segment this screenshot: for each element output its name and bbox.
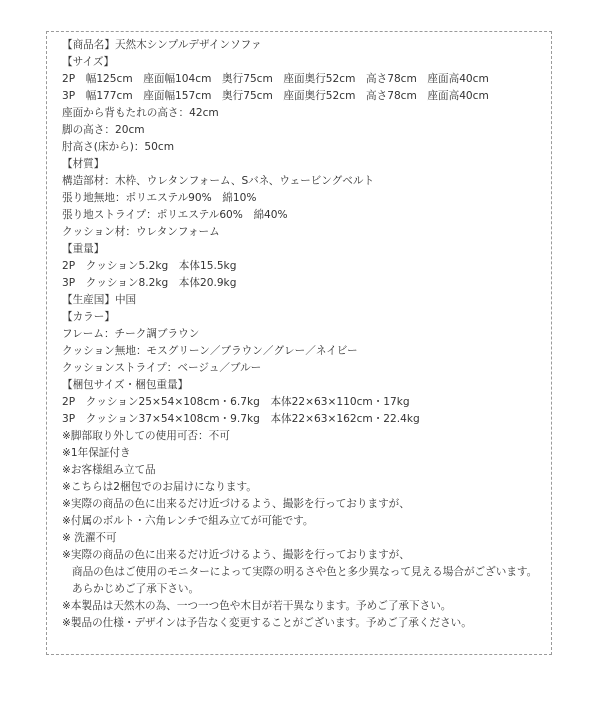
spec-note-monitor: 商品の色はご使用のモニターによって実際の明るさや色と多少異なって見える場合がございます。 <box>72 566 538 578</box>
spec-line-cushion-material: クッション材：ウレタンフォーム <box>62 226 220 238</box>
spec-note-color-photo-1: ※実際の商品の色に出来るだけ近づけるよう、撮影を行っておりますが、 <box>62 498 410 510</box>
spec-line-size-2p: 2P 幅125cm 座面幅104cm 奥行75cm 座面奥行52cm 高さ78cm 座面高40cm <box>62 73 489 85</box>
spec-line-frame-color: フレーム：チーク調ブラウン <box>62 328 200 340</box>
spec-note-assembly: ※お客様組み立て品 <box>62 464 156 476</box>
product-spec-list <box>62 37 582 632</box>
spec-line-package-2p: 2P クッション25×54×108cm・6.7kg 本体22×63×110cm・17kg <box>62 396 410 408</box>
spec-line-package-3p: 3P クッション37×54×108cm・9.7kg 本体22×63×162cm・22.4kg <box>62 413 420 425</box>
spec-note-spec-change: ※製品の仕様・デザインは予告なく変更することがございます。予めご了承ください。 <box>62 617 472 629</box>
spec-note-color-photo-2: ※実際の商品の色に出来るだけ近づけるよう、撮影を行っておりますが、 <box>62 549 410 561</box>
spec-line-leg-height: 脚の高さ：20cm <box>62 124 145 136</box>
spec-line-back-height: 座面から背もたれの高さ：42cm <box>62 107 219 119</box>
spec-note-acknowledge: あらかじめご了承下さい。 <box>72 583 200 595</box>
spec-line-fabric-plain: 張り地無地：ポリエステル90% 綿10% <box>62 192 257 204</box>
spec-line-weight-3p: 3P クッション8.2kg 本体20.9kg <box>62 277 237 289</box>
spec-note-natural-wood: ※本製品は天然木の為、一つ一つ色や木目が若干異なります。予めご了承下さい。 <box>62 600 452 612</box>
spec-heading-size: 【サイズ】 <box>62 56 115 68</box>
spec-line-origin: 【生産国】中国 <box>62 294 137 306</box>
spec-heading-material: 【材質】 <box>62 158 105 170</box>
spec-note-no-wash: ※ 洗濯不可 <box>62 532 117 544</box>
spec-heading-color: 【カラー】 <box>62 311 115 323</box>
spec-line-product-name: 【商品名】天然木シンプルデザインソファ <box>62 39 262 51</box>
spec-note-warranty: ※1年保証付き <box>62 447 131 459</box>
spec-line-cushion-plain-color: クッション無地：モスグリーン／ブラウン／グレー／ネイビー <box>62 345 358 357</box>
spec-line-size-3p: 3P 幅177cm 座面幅157cm 奥行75cm 座面奥行52cm 高さ78cm 座面高40cm <box>62 90 489 102</box>
spec-line-arm-height: 肘高さ(床から)：50cm <box>62 141 175 153</box>
spec-note-two-packages: ※こちらは2梱包でのお届けになります。 <box>62 481 257 493</box>
spec-note-legs: ※脚部取り外しての使用可否：不可 <box>62 430 230 442</box>
spec-heading-weight: 【重量】 <box>62 243 105 255</box>
spec-line-structure: 構造部材：木枠、ウレタンフォーム、Sバネ、ウェービングベルト <box>62 175 375 187</box>
spec-line-cushion-stripe-color: クッションストライプ：ベージュ／ブルー <box>62 362 262 374</box>
spec-line-weight-2p: 2P クッション5.2kg 本体15.5kg <box>62 260 237 272</box>
spec-note-tools: ※付属のボルト・六角レンチで組み立てが可能です。 <box>62 515 314 527</box>
spec-line-fabric-stripe: 張り地ストライプ：ポリエステル60% 綿40% <box>62 209 288 221</box>
spec-heading-package: 【梱包サイズ・梱包重量】 <box>62 379 189 391</box>
